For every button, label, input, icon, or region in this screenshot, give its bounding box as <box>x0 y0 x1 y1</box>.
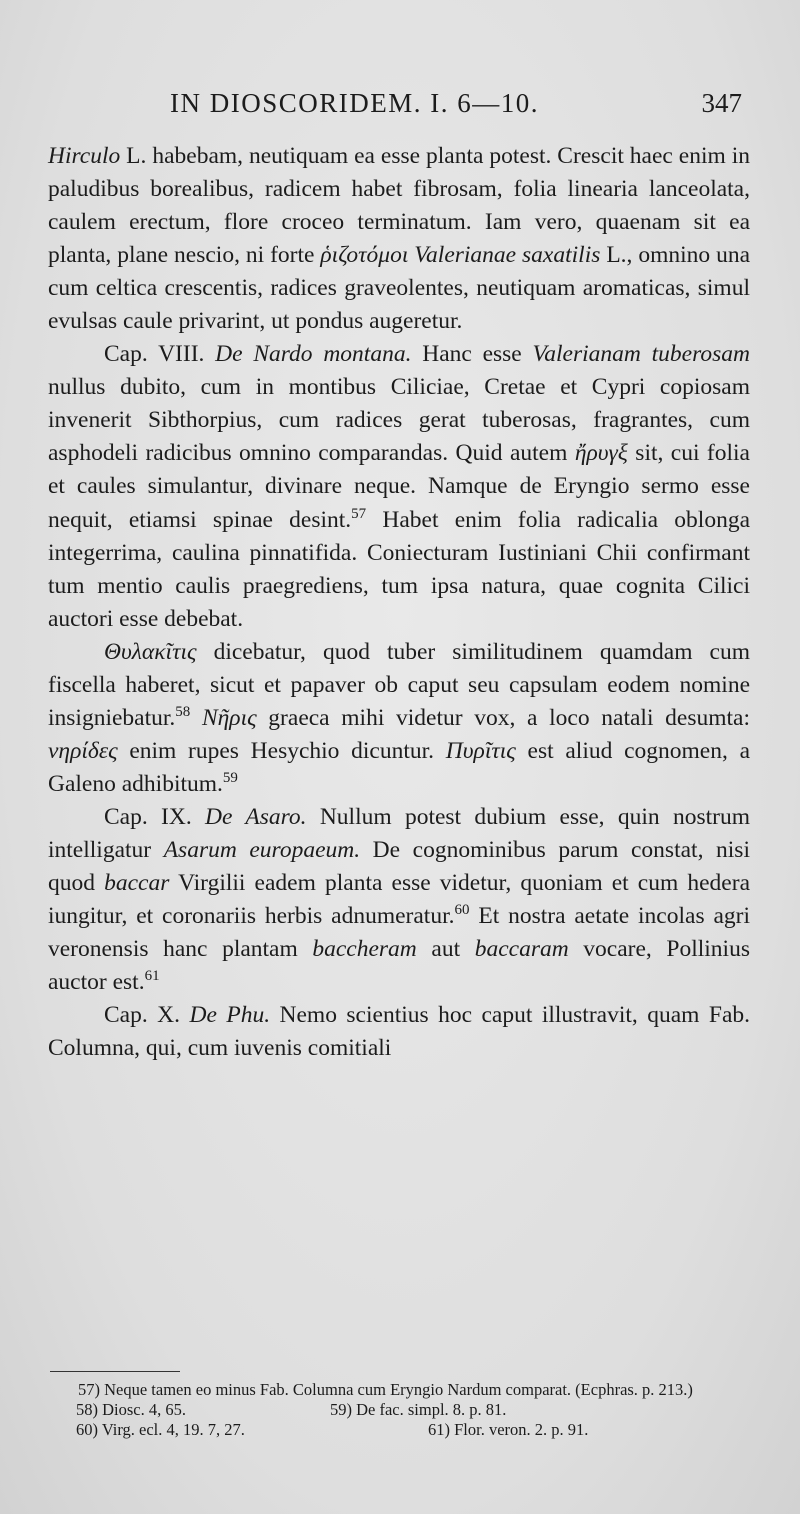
footnotes <box>48 1380 750 1440</box>
chapter-title: De Asaro. <box>205 803 307 830</box>
page-number: 347 <box>701 88 742 118</box>
greek-word: ῥιζοτόμοι <box>320 242 409 269</box>
latin-word: baccar <box>104 870 170 897</box>
text-span: Nemo scientius hoc caput illustravit, quam Fab. Columna, qui, cum iuvenis comitiali <box>48 1002 751 1062</box>
chapter-label: Cap. X. <box>104 1002 190 1029</box>
text-span: De cognominibus parum constat, nisi quod <box>48 836 750 897</box>
text-span: Hirculo <box>48 143 121 169</box>
text-span: Hanc esse <box>411 341 533 368</box>
text-span: enim rupes Hesychio dicuntur. <box>117 737 446 764</box>
footnote-57: 57) Neque tamen eo minus Fab. Columna cum Eryngio Nardum comparat. (Ecphras. p. 213.) <box>78 1380 693 1399</box>
chapter-label: Cap. VIII. <box>104 341 216 368</box>
text-span: vocare, Pollinius auctor est. <box>48 936 750 996</box>
paragraph-cap-x <box>48 999 750 1065</box>
text-span: L. habebam, neutiquam ea esse planta potest. Crescit haec enim in paludibus borealibus, radicem habet fibrosam, folia linearia lanceolata, caulem erectum, flore croceo terminatum. Iam vero, quaenam sit ea planta, plane nescio, ni forte <box>48 143 750 269</box>
text-span: dicebatur, quod tuber similitudinem quamdam cum fiscella haberet, sicut et papaver ob caput seu capsulam eodem nomine insigniebatur. <box>48 638 750 731</box>
latin-word: baccheram <box>312 936 417 963</box>
footnote-ref[interactable]: 61 <box>144 968 160 985</box>
footnote-ref[interactable]: 59 <box>222 769 238 786</box>
text-span: Virgilii eadem planta esse videtur, quoniam et cum hedera iungitur, et coronariis herbis adnumeratur. <box>48 870 750 930</box>
paragraph-cap-ix <box>48 801 750 999</box>
greek-word: Θυλακῖτις <box>104 638 197 665</box>
text-span: nullus dubito, cum in montibus Ciliciae, Cretae et Cypri copiosam invenerit Sibthorpius, cum radices gerat tuberosas, fragrantes, cum asphodeli radicibus omnino comparandas. Quid autem <box>48 374 750 467</box>
text-span: Nullum potest dubium esse, quin nostrum intelligatur <box>48 803 751 863</box>
text-span: sit, cui folia et caules simulantur, divinare neque. Namque de Eryngio sermo esse nequit, etiamsi spinae desint. <box>48 440 750 533</box>
chapter-title: De Nardo montana. <box>215 341 412 368</box>
footnote-59: 59) De fac. simpl. 8. p. 81. <box>330 1400 507 1419</box>
paragraph-hirculo <box>48 140 750 338</box>
text-span: aut <box>416 936 475 963</box>
text-span: L., omnino una cum celtica crescentis, radices graveolentes, neutiquam aromaticas, simul evulsas caule privarint, ut pondus augeretur. <box>48 242 751 335</box>
text-span: Et nostra aetate incolas agri veronensis hanc plantam <box>48 903 750 963</box>
species-name: Valerianam tuberosam <box>532 341 750 368</box>
footnote-ref[interactable]: 57 <box>351 505 367 522</box>
paragraph-thylakitis <box>48 636 750 801</box>
footnote-ref[interactable]: 60 <box>454 902 470 919</box>
chapter-label: Cap. IX. <box>104 803 206 830</box>
text-span: est aliud cognomen, a Galeno adhibitum. <box>48 737 750 797</box>
species-name: Valerianae saxatilis <box>414 242 601 269</box>
body-text <box>48 140 750 1065</box>
latin-word: baccaram <box>474 936 569 963</box>
text-span: graeca mihi videtur vox, a loco natali desumta: <box>256 704 750 731</box>
paragraph-cap-viii <box>48 338 750 635</box>
greek-word: Πυρῖτις <box>445 737 516 764</box>
greek-word: ἤρυγξ <box>574 440 628 467</box>
greek-word: νηρίδες <box>48 737 118 764</box>
page-header <box>170 88 742 128</box>
footnote-60: 60) Virg. ecl. 4, 19. 7, 27. <box>76 1420 245 1439</box>
species-name: Asarum europaeum. <box>163 836 361 863</box>
chapter-title: De Phu. <box>189 1002 271 1029</box>
footnote-row <box>48 1400 750 1420</box>
greek-word: Νῆρις <box>201 704 257 731</box>
footnote-divider <box>50 1371 180 1372</box>
footnote-ref[interactable]: 58 <box>175 703 191 720</box>
footnote-row <box>48 1420 750 1440</box>
footnote-61: 61) Flor. veron. 2. p. 91. <box>428 1420 589 1439</box>
text-span: Habet enim folia radicalia oblonga integerrima, caulina pinnatifida. Coniecturam Iustiniani Chii confirmant tum mentio caulis praegrediens, tum ipsa natura, quae cognita Cilici auctori esse debebat. <box>48 506 750 632</box>
footnote-58: 58) Diosc. 4, 65. <box>76 1400 186 1419</box>
running-title: IN DIOSCORIDEM. I. 6—10. <box>170 88 539 118</box>
